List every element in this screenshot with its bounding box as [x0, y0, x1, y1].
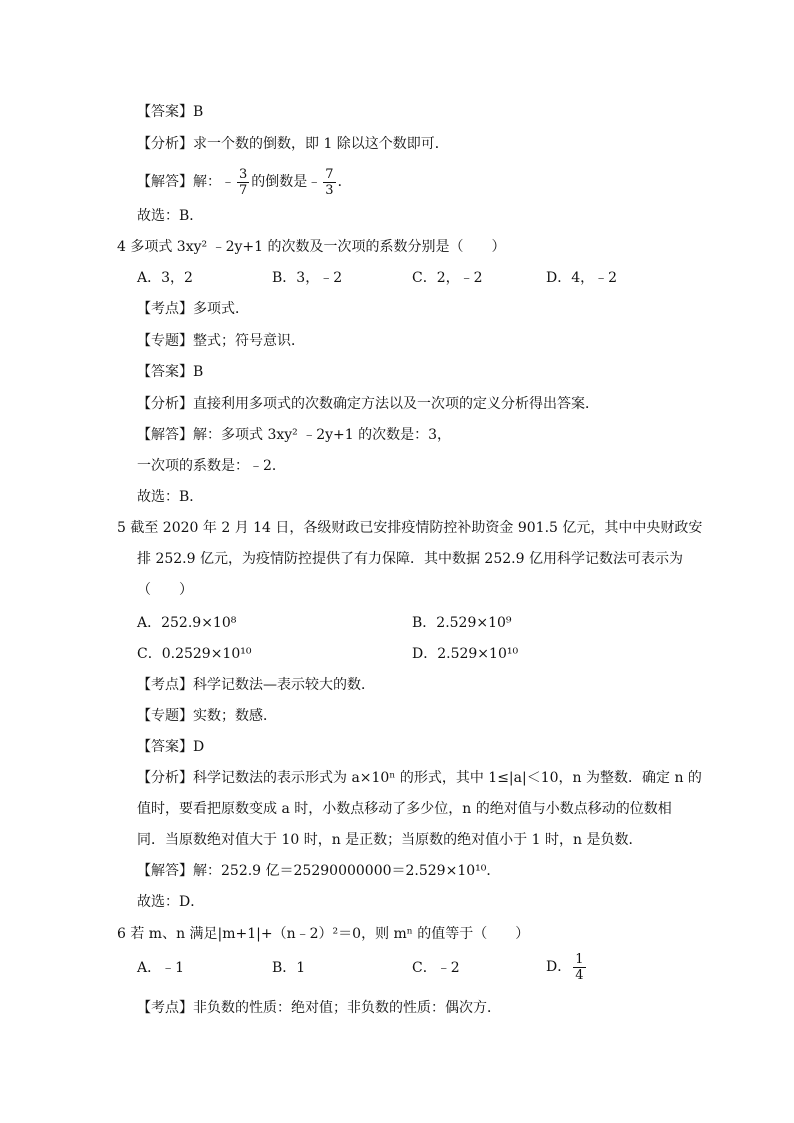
- q4-option-c: C．2，﹣2: [412, 270, 483, 286]
- q6-option-d-den: 4: [575, 967, 584, 983]
- q4-conclusion: 故选：B．: [137, 489, 204, 505]
- q6-option-d-fraction: [573, 952, 585, 983]
- q3-fraction-2-num: 7: [325, 166, 334, 182]
- q5-topic: 【专题】实数；数感．: [137, 708, 277, 724]
- q5-solution: 【解答】解：252.9 亿＝25290000000＝2.529×10¹⁰．: [137, 863, 501, 879]
- q3-solution-prefix: 【解答】解：: [137, 174, 221, 190]
- q3-analysis: 【分析】求一个数的倒数，即 1 除以这个数即可．: [137, 136, 449, 152]
- q5-analysis-line-3: 同．当原数绝对值大于 10 时，n 是正数；当原数的绝对值小于 1 时，n 是负数．: [137, 832, 643, 848]
- q5-point: 【考点】科学记数法—表示较大的数．: [137, 677, 375, 693]
- q3-neg-sign: ﹣: [221, 174, 235, 190]
- q6-option-d-num: 1: [575, 951, 584, 967]
- q3-solution-mid: 的倒数是: [251, 174, 308, 190]
- q5-option-b: B．2.529×10⁹: [412, 615, 512, 631]
- q4-option-a: A．3，2: [137, 270, 193, 286]
- q4-solution-2: 一次项的系数是：﹣2．: [137, 458, 286, 474]
- q4-analysis: 【分析】直接利用多项式的次数确定方法以及一次项的定义分析得出答案．: [137, 396, 599, 412]
- q3-fraction-1-den: 7: [239, 182, 248, 198]
- q4-option-b: B．3，﹣2: [272, 270, 343, 286]
- q3-fraction-2-den: 3: [325, 182, 334, 198]
- q6-option-d-prefix: D．: [546, 959, 572, 975]
- q5-analysis-line-2: 值时，要看把原数变成 a 时，小数点移动了多少位，n 的绝对值与小数点移动的位数相: [137, 801, 672, 817]
- q5-option-d: D．2.529×10¹⁰: [412, 646, 519, 662]
- q5-answer: 【答案】D: [137, 739, 205, 755]
- q6-option-d: [546, 950, 588, 984]
- q3-fraction-1: [237, 167, 249, 198]
- q3-solution: 【解答】解：﹣ $\frac{3}{7}$ 的倒数是﹣ $\frac{7}{3}$ ．: [137, 166, 352, 198]
- q4-solution: 【解答】解：多项式 3xy² ﹣2y+1 的次数是：3，: [137, 427, 452, 443]
- q3-solution-end: ．: [337, 174, 352, 190]
- q6-stem: 6 若 m、n 满足|m+1|+（n﹣2）²＝0，则 mⁿ 的值等于（ ）: [117, 926, 530, 942]
- q4-option-d: D．4，﹣2: [546, 270, 618, 286]
- q5-conclusion: 故选：D．: [137, 894, 205, 910]
- q5-analysis-line-1: 【分析】科学记数法的表示形式为 a×10ⁿ 的形式，其中 1≤|a|＜10，n 为整数．确定 n 的: [137, 770, 702, 786]
- q6-option-a: A．﹣1: [137, 960, 185, 976]
- q4-answer: 【答案】B: [137, 364, 204, 380]
- q5-stem-line-3: （ ）: [137, 582, 193, 598]
- q3-fraction-2: [323, 167, 335, 198]
- q6-option-c: C．﹣2: [412, 960, 460, 976]
- q5-option-c: C．0.2529×10¹⁰: [137, 646, 252, 662]
- q5-option-a: A．252.9×10⁸: [137, 615, 237, 631]
- q5-stem-line-1: 5 截至 2020 年 2 月 14 日，各级财政已安排疫情防控补助资金 901.5 亿元，其中中央财政安: [117, 520, 703, 536]
- q6-point: 【考点】非负数的性质：绝对值；非负数的性质：偶次方．: [137, 1000, 501, 1016]
- q4-stem: 4 多项式 3xy² ﹣2y+1 的次数及一次项的系数分别是（ ）: [117, 239, 506, 255]
- q4-point: 【考点】多项式．: [137, 301, 249, 317]
- q3-answer: 【答案】B: [137, 104, 204, 120]
- q4-topic: 【专题】整式；符号意识．: [137, 333, 305, 349]
- q6-option-b: B．1: [272, 960, 306, 976]
- q3-fraction-1-num: 3: [239, 166, 248, 182]
- q3-conclusion: 故选：B．: [137, 208, 204, 224]
- q5-stem-line-2: 排 252.9 亿元，为疫情防控提供了有力保障．其中数据 252.9 亿用科学记数法可表示为: [137, 551, 683, 567]
